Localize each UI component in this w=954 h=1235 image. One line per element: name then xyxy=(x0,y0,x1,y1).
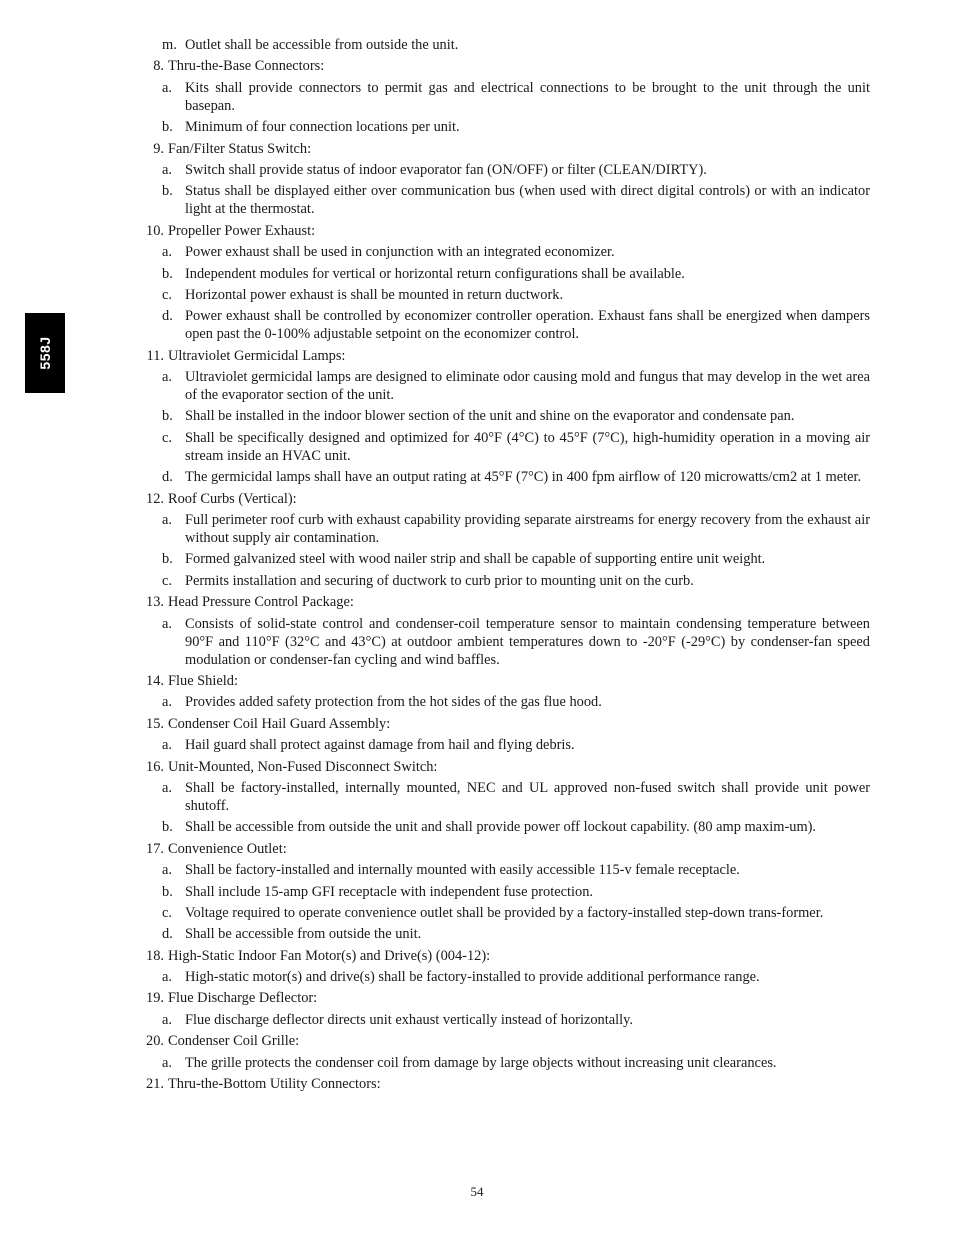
item-text: Independent modules for vertical or horizontal return configurations shall be available. xyxy=(185,265,685,282)
item-letter: c. xyxy=(162,904,172,921)
item-letter: a. xyxy=(162,369,172,386)
item-text: High-static motor(s) and drive(s) shall be factory-installed to provide additional performance range. xyxy=(185,969,760,986)
spec-list xyxy=(140,36,870,1096)
side-tab xyxy=(25,313,65,393)
item-text: Permits installation and securing of ductwork to curb prior to mounting unit on the curb. xyxy=(185,572,694,589)
item-letter: b. xyxy=(162,408,173,425)
item-letter: a. xyxy=(162,1011,172,1028)
item-letter: a. xyxy=(162,862,172,879)
section-title: High-Static Indoor Fan Motor(s) and Drive(s) (004-12): xyxy=(168,947,491,964)
item-text: Shall be accessible from outside the unit and shall provide power off lockout capability. (80 amp maxim-um). xyxy=(185,819,817,836)
item-text: Horizontal power exhaust is shall be mounted in return ductwork. xyxy=(185,286,564,303)
section-heading xyxy=(140,222,870,240)
item-letter: d. xyxy=(162,308,173,325)
item-text: Shall include 15-amp GFI receptacle with independent fuse protection. xyxy=(185,883,594,900)
list-item xyxy=(140,182,870,218)
list-item xyxy=(140,286,870,304)
item-letter: a. xyxy=(162,1054,172,1071)
item-letter: a. xyxy=(162,779,172,796)
section-title: Condenser Coil Grille: xyxy=(168,1033,300,1050)
list-item xyxy=(140,468,870,486)
list-item xyxy=(140,118,870,136)
section-number: 8. xyxy=(153,58,164,75)
list-item xyxy=(140,307,870,343)
list-item xyxy=(140,861,870,879)
item-text: The grille protects the condenser coil from damage by large objects without increasing unit clearances. xyxy=(185,1054,777,1071)
section-heading xyxy=(140,140,870,158)
item-text: Shall be factory-installed, internally mounted, NEC and UL approved non-fused switch shall provide unit power shutoff. xyxy=(185,779,870,814)
item-text: Shall be specifically designed and optimized for 40°F (4°C) to 45°F (7°C), high-humidity operation in a moving air stream inside an HVAC unit. xyxy=(185,429,870,464)
item-letter: a. xyxy=(162,79,172,96)
item-letter: a. xyxy=(162,969,172,986)
section-number: 15. xyxy=(146,715,164,732)
list-item xyxy=(140,161,870,179)
item-letter: b. xyxy=(162,883,173,900)
section-number: 17. xyxy=(146,840,164,857)
item-letter: b. xyxy=(162,819,173,836)
list-item xyxy=(140,36,870,54)
item-letter: m. xyxy=(162,37,177,53)
list-item xyxy=(140,925,870,943)
item-text: Status shall be displayed either over communication bus (when used with direct digital controls) or with an indicator light at the thermostat. xyxy=(185,183,870,218)
item-text: Ultraviolet germicidal lamps are designed to eliminate odor causing mold and fungus that may develop in the wet area of the evaporator section of the unit. xyxy=(185,369,870,404)
list-item xyxy=(140,79,870,115)
section-title: Roof Curbs (Vertical): xyxy=(168,490,297,507)
section-number: 14. xyxy=(146,672,164,689)
item-letter: b. xyxy=(162,183,173,200)
section-heading xyxy=(140,672,870,690)
item-letter: d. xyxy=(162,469,173,486)
section-heading xyxy=(140,840,870,858)
section-number: 11. xyxy=(146,347,164,364)
item-text: Formed galvanized steel with wood nailer strip and shall be capable of supporting entire unit weight. xyxy=(185,551,766,568)
item-letter: c. xyxy=(162,286,172,303)
item-letter: a. xyxy=(162,512,172,529)
item-text: Shall be accessible from outside the unit. xyxy=(185,926,422,943)
list-item xyxy=(140,368,870,404)
section-title: Head Pressure Control Package: xyxy=(168,594,354,611)
section-heading xyxy=(140,57,870,75)
list-item xyxy=(140,265,870,283)
list-item xyxy=(140,693,870,711)
section-heading xyxy=(140,1075,870,1093)
section-number: 16. xyxy=(146,758,164,775)
item-text: Full perimeter roof curb with exhaust capability providing separate airstreams for energy recovery from the exhaust air without supply air contamination. xyxy=(185,512,870,547)
section-title: Thru-the-Bottom Utility Connectors: xyxy=(168,1076,381,1093)
item-text: Provides added safety protection from the hot sides of the gas flue hood. xyxy=(185,694,602,711)
list-item xyxy=(140,779,870,815)
section-title: Fan/Filter Status Switch: xyxy=(168,140,312,157)
section-heading xyxy=(140,1032,870,1050)
list-item xyxy=(140,429,870,465)
item-text: Flue discharge deflector directs unit exhaust vertically instead of horizontally. xyxy=(185,1011,633,1028)
side-tab-label: 558J xyxy=(37,336,53,370)
section-number: 20. xyxy=(146,1033,164,1050)
section-number: 10. xyxy=(146,222,164,239)
list-item xyxy=(140,968,870,986)
section-title: Unit-Mounted, Non-Fused Disconnect Switch: xyxy=(168,758,438,775)
section-heading xyxy=(140,715,870,733)
list-item xyxy=(140,883,870,901)
section-heading xyxy=(140,758,870,776)
list-item xyxy=(140,243,870,261)
item-text: Minimum of four connection locations per unit. xyxy=(185,119,460,136)
item-letter: a. xyxy=(162,161,172,178)
item-text: Hail guard shall protect against damage from hail and flying debris. xyxy=(185,737,575,754)
item-text: Outlet shall be accessible from outside the unit. xyxy=(185,37,459,53)
item-text: Voltage required to operate convenience outlet shall be provided by a factory-installed step-down trans-former. xyxy=(185,904,824,921)
section-number: 21. xyxy=(146,1076,164,1093)
list-item xyxy=(140,550,870,568)
list-item xyxy=(140,1011,870,1029)
section-title: Thru-the-Base Connectors: xyxy=(168,58,325,75)
section-number: 13. xyxy=(146,594,164,611)
section-heading xyxy=(140,947,870,965)
list-item xyxy=(140,615,870,669)
list-item xyxy=(140,1054,870,1072)
item-letter: b. xyxy=(162,551,173,568)
item-text: Shall be installed in the indoor blower section of the unit and shine on the evaporator and condensate pan. xyxy=(185,408,795,425)
item-letter: b. xyxy=(162,265,173,282)
item-letter: b. xyxy=(162,119,173,136)
item-letter: a. xyxy=(162,694,172,711)
section-number: 18. xyxy=(146,947,164,964)
section-heading xyxy=(140,989,870,1007)
item-text: Consists of solid-state control and condenser-coil temperature sensor to maintain condensing temperature between 90°F and 110°F (32°C and 43°C) at outdoor ambient temperatures down to -20°F (-29°C) by condenser-fan speed modulation or condenser-fan cycling and wind baffles. xyxy=(185,615,870,668)
list-item xyxy=(140,407,870,425)
section-title: Convenience Outlet: xyxy=(168,840,287,857)
list-item xyxy=(140,818,870,836)
section-title: Propeller Power Exhaust: xyxy=(168,222,316,239)
section-number: 12. xyxy=(146,490,164,507)
item-text: Shall be factory-installed and internally mounted with easily accessible 115-v female receptacle. xyxy=(185,862,740,879)
item-letter: c. xyxy=(162,572,172,589)
section-number: 19. xyxy=(146,990,164,1007)
item-text: The germicidal lamps shall have an output rating at 45°F (7°C) in 400 fpm airflow of 120 microwatts/cm2 at 1 meter. xyxy=(185,469,862,486)
item-letter: d. xyxy=(162,926,173,943)
section-title: Condenser Coil Hail Guard Assembly: xyxy=(168,715,391,732)
item-letter: a. xyxy=(162,244,172,261)
item-text: Kits shall provide connectors to permit gas and electrical connections to be brought to the unit through the unit basepan. xyxy=(185,79,870,114)
section-heading xyxy=(140,347,870,365)
list-item xyxy=(140,736,870,754)
section-title: Flue Shield: xyxy=(168,672,238,689)
item-text: Switch shall provide status of indoor evaporator fan (ON/OFF) or filter (CLEAN/DIRTY). xyxy=(185,161,707,178)
list-item xyxy=(140,511,870,547)
item-text: Power exhaust shall be controlled by economizer controller operation. Exhaust fans shall be energized when dampers open past the 0-100% adjustable setpoint on the economizer control. xyxy=(185,308,870,343)
section-heading xyxy=(140,593,870,611)
section-number: 9. xyxy=(153,140,164,157)
section-heading xyxy=(140,490,870,508)
list-item xyxy=(140,904,870,922)
page-number: 54 xyxy=(470,1184,484,1199)
list-item xyxy=(140,572,870,590)
section-title: Flue Discharge Deflector: xyxy=(168,990,318,1007)
item-letter: a. xyxy=(162,737,172,754)
item-text: Power exhaust shall be used in conjunction with an integrated economizer. xyxy=(185,244,615,261)
section-title: Ultraviolet Germicidal Lamps: xyxy=(168,347,346,364)
item-letter: c. xyxy=(162,429,172,446)
item-letter: a. xyxy=(162,615,172,632)
